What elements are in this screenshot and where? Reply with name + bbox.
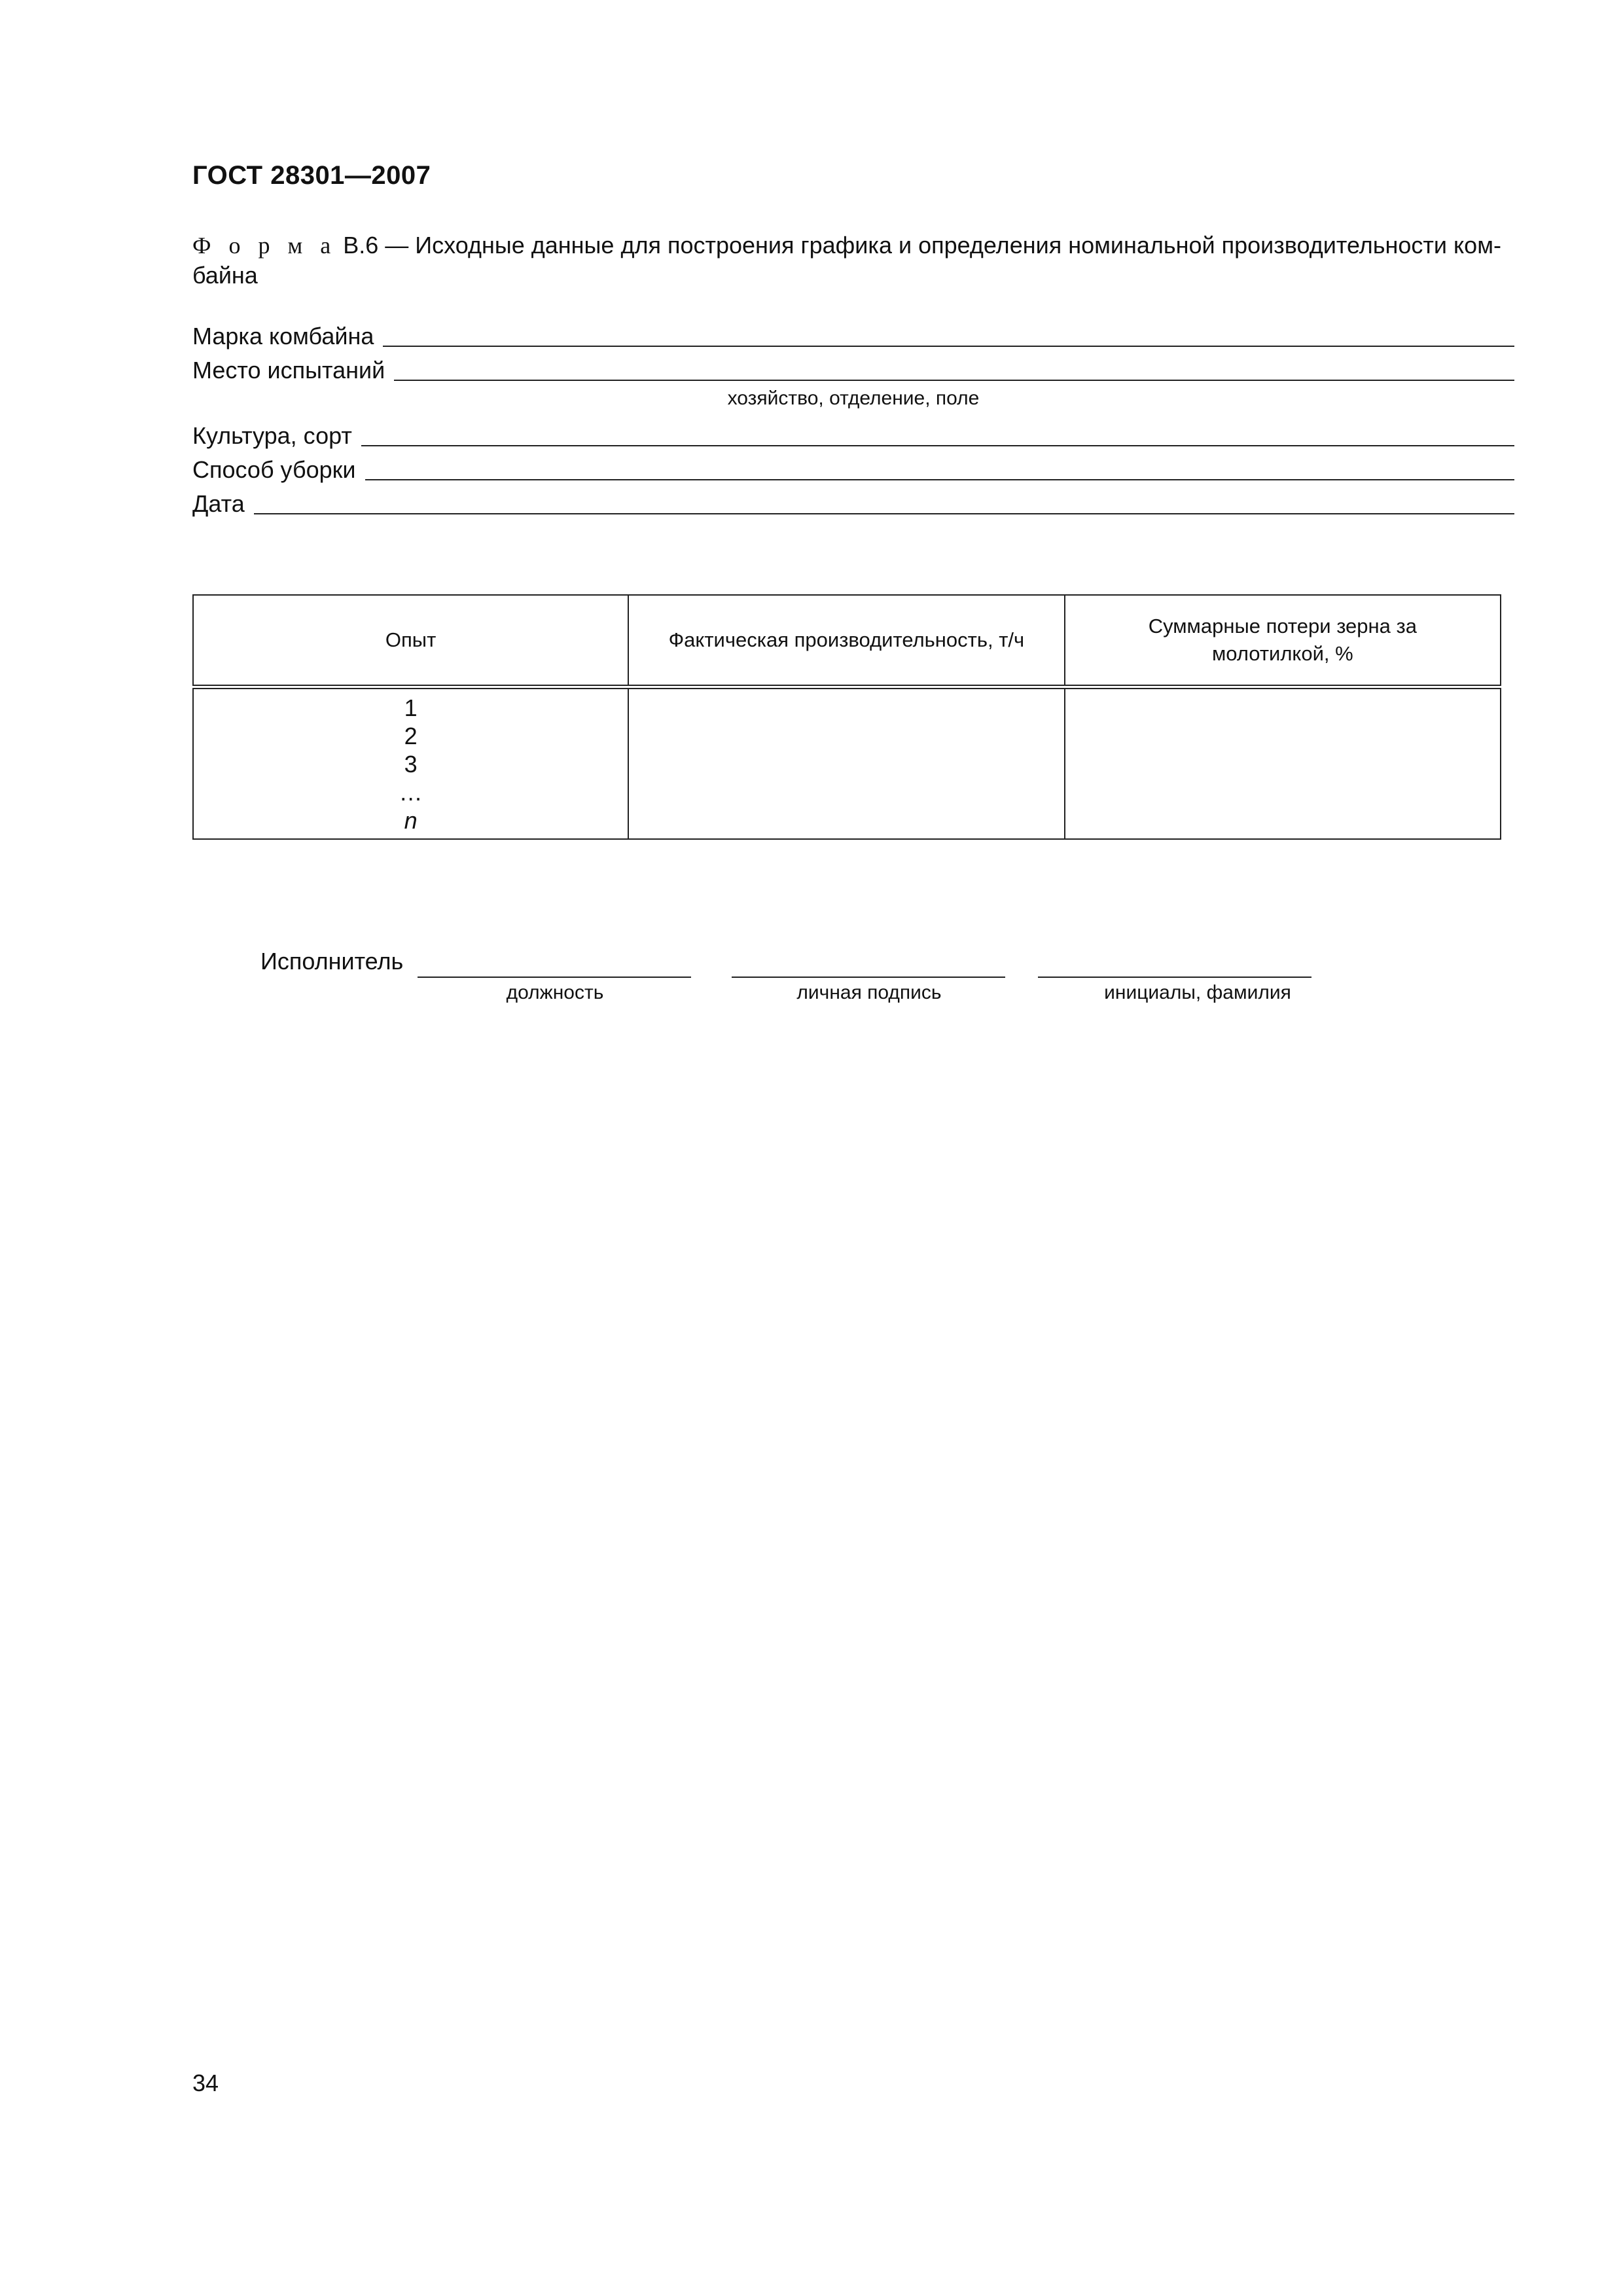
- form-label: Ф о р м а: [192, 232, 337, 259]
- harvest-method-label: Способ уборки: [192, 456, 356, 483]
- table-row: [193, 687, 1501, 840]
- harvest-method-field[interactable]: [192, 450, 1514, 483]
- harvest-method-line[interactable]: [365, 479, 1515, 480]
- header-total-grain-loss-line1: Суммарные потери зерна за: [1148, 615, 1417, 637]
- date-label: Дата: [192, 490, 245, 517]
- crop-variety-label: Культура, сорт: [192, 422, 352, 449]
- crop-variety-line[interactable]: [361, 445, 1514, 446]
- signature-line[interactable]: [732, 977, 1005, 978]
- date-line[interactable]: [254, 513, 1514, 514]
- test-place-label: Место испытаний: [192, 357, 385, 384]
- combine-brand-field[interactable]: [192, 317, 1514, 350]
- form-title: [192, 230, 1514, 291]
- test-place-line[interactable]: [394, 380, 1514, 381]
- experiment-number: 1: [404, 694, 418, 721]
- actual-productivity-cell[interactable]: [628, 687, 1064, 840]
- position-line[interactable]: [418, 977, 691, 978]
- combine-brand-label: Марка комбайна: [192, 323, 374, 350]
- header-total-grain-loss-line2: молотилкой, %: [1211, 642, 1353, 665]
- name-line[interactable]: [1038, 977, 1311, 978]
- experiment-ellipsis: …: [399, 778, 423, 806]
- experiment-number: 3: [404, 750, 418, 778]
- header-actual-productivity: Фактическая производительность, т/ч: [628, 595, 1064, 687]
- date-field[interactable]: [192, 484, 1514, 517]
- table-header-row: [193, 595, 1501, 687]
- results-table: [192, 594, 1501, 840]
- form-title-continued: байна: [192, 262, 258, 289]
- test-place-hint: хозяйство, отделение, поле: [727, 387, 980, 409]
- crop-variety-field[interactable]: [192, 416, 1514, 449]
- form-title-text: — Исходные данные для построения графика и определения номинальной производительности ком-: [378, 232, 1501, 259]
- experiment-number-n: n: [404, 806, 418, 834]
- total-grain-loss-cell[interactable]: [1065, 687, 1501, 840]
- page-number: 34: [192, 2070, 219, 2096]
- name-hint: инициалы, фамилия: [1104, 982, 1291, 1003]
- executor-label: Исполнитель: [260, 948, 404, 975]
- combine-brand-line[interactable]: [383, 346, 1514, 347]
- header-total-grain-loss: [1065, 595, 1501, 687]
- signature-hint: личная подпись: [796, 982, 942, 1003]
- test-place-field[interactable]: [192, 351, 1514, 384]
- experiment-numbers-cell: [193, 687, 628, 840]
- form-number: В.6: [343, 232, 379, 259]
- position-hint: должность: [506, 982, 604, 1003]
- header-experiment: Опыт: [193, 595, 628, 687]
- document-header: ГОСТ 28301—2007: [192, 161, 431, 190]
- experiment-number: 2: [404, 722, 418, 749]
